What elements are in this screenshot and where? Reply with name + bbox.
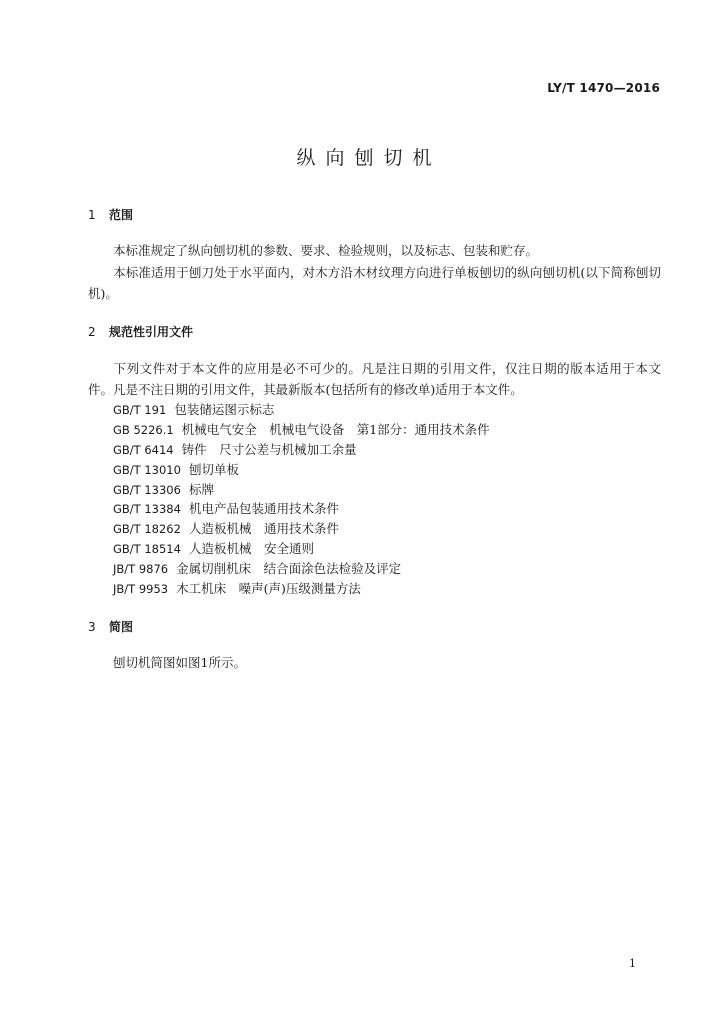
reference-code: JB/T 9876: [113, 562, 169, 576]
reference-code: GB/T 191: [113, 403, 167, 417]
section-title: 范围: [109, 208, 134, 222]
reference-item: [113, 579, 361, 597]
section-number: 1: [88, 208, 96, 222]
section-title: 简图: [109, 620, 134, 634]
document-title: 纵向刨切机: [296, 147, 442, 169]
page-number: 1: [629, 957, 636, 970]
scope-paragraph-1: [88, 240, 661, 261]
reference-item: [113, 440, 357, 458]
reference-code: GB/T 18262: [113, 522, 181, 536]
section-1-heading: [88, 206, 133, 223]
reference-item: [113, 539, 314, 557]
reference-title: 人造板机械 安全通则: [188, 541, 314, 556]
reference-item: [113, 460, 239, 478]
reference-item: [113, 480, 214, 498]
reference-item: [113, 499, 339, 517]
scope-text-2: 本标准适用于刨刀处于水平面内，对木方沿木材纹理方向进行单板刨切的纵向刨切机(以下简称刨切机)。: [88, 265, 661, 301]
normative-intro: [88, 358, 661, 400]
reference-title: 铸件 尺寸公差与机械加工余量: [181, 442, 357, 457]
reference-title: 机电产品包装通用技术条件: [188, 501, 339, 516]
normative-intro-text: 下列文件对于本文件的应用是必不可少的。凡是注日期的引用文件，仅注日期的版本适用于本文件。凡是不注日期的引用文件，其最新版本(包括所有的修改单)适用于本文件。: [88, 361, 661, 397]
scope-paragraph-2: [88, 262, 661, 304]
reference-item: [113, 559, 401, 577]
reference-title: 金属切削机床 结合面涂色法检验及评定: [176, 561, 402, 576]
scope-text-1: 本标准规定了纵向刨切机的参数、要求、检验规则，以及标志、包装和贮存。: [113, 243, 539, 258]
section-number: 3: [88, 620, 96, 634]
reference-code: JB/T 9953: [113, 582, 169, 596]
reference-code: GB/T 18514: [113, 542, 181, 556]
reference-title: 刨切单板: [188, 462, 239, 477]
reference-title: 标牌: [188, 482, 214, 497]
standard-id: LY/T 1470—2016: [547, 81, 660, 95]
reference-title: 机械电气安全 机械电气设备 第1部分：通用技术条件: [181, 422, 490, 437]
reference-code: GB/T 6414: [113, 443, 174, 457]
reference-title: 包装储运图示标志: [174, 402, 275, 417]
diagram-reference-text: 刨切机简图如图1所示。: [113, 655, 246, 670]
reference-title: 木工机床 噪声(声)压级测量方法: [176, 581, 361, 596]
reference-code: GB/T 13384: [113, 502, 181, 516]
reference-item: [113, 420, 490, 438]
section-2-heading: [88, 323, 193, 340]
section-title: 规范性引用文件: [109, 325, 194, 339]
reference-code: GB/T 13306: [113, 483, 181, 497]
section-number: 2: [88, 325, 96, 339]
reference-item: [113, 400, 274, 418]
reference-title: 人造板机械 通用技术条件: [188, 521, 339, 536]
reference-code: GB 5226.1: [113, 423, 174, 437]
reference-item: [113, 519, 339, 537]
reference-code: GB/T 13010: [113, 463, 181, 477]
section-3-heading: [88, 618, 133, 635]
